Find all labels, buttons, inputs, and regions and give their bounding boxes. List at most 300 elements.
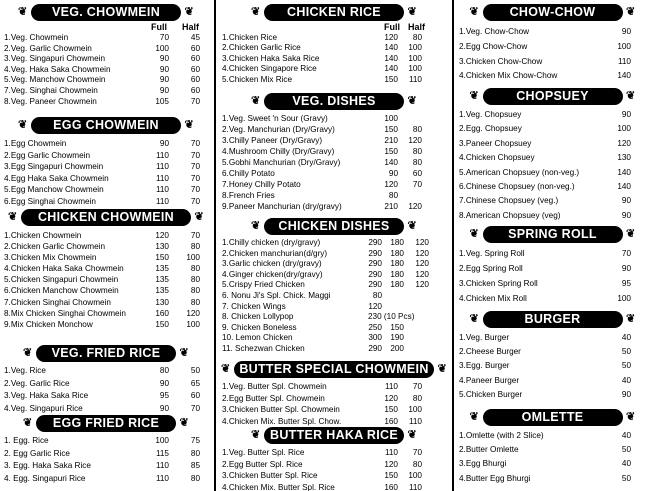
menu-item-price-half: 60 bbox=[190, 43, 200, 53]
menu-item-name: 9.Paneer Manchurian (dry/gravy) bbox=[222, 202, 342, 211]
menu-item-price-full: 160 bbox=[384, 416, 398, 426]
menu-item-price-full: 120 bbox=[384, 393, 398, 403]
menu-item-price-full: 140 bbox=[384, 43, 398, 53]
menu-item bbox=[4, 138, 208, 150]
menu-item-price-full: 105 bbox=[155, 96, 169, 106]
menu-item-price-full: 120 bbox=[384, 180, 398, 189]
menu-item bbox=[222, 393, 446, 405]
section-title-chow-chow bbox=[469, 4, 636, 21]
menu-item-price-half: 50 bbox=[190, 366, 200, 375]
menu-item-price-full: 110 bbox=[617, 56, 631, 66]
menu-item-name: 2.Egg Butter Spl. Rice bbox=[222, 459, 303, 469]
menu-item-price-half: 60 bbox=[190, 54, 200, 64]
column-divider-right bbox=[452, 0, 454, 491]
menu-item-name: 2.Egg Chow-Chow bbox=[459, 41, 528, 51]
section-title-text: EGG CHOWMEIN bbox=[53, 118, 159, 132]
menu-item-price-half: 70 bbox=[190, 96, 200, 106]
menu-item-name: 1.Veg. Rice bbox=[4, 366, 46, 375]
menu-item-price-full: 90 bbox=[621, 110, 631, 119]
ornament-left-icon: ❦ bbox=[18, 119, 28, 131]
menu-item-price-half: 100 bbox=[186, 319, 200, 329]
full-price-header: Full bbox=[384, 22, 400, 32]
menu-item-price-half: 60 bbox=[412, 169, 422, 178]
menu-item bbox=[222, 201, 446, 212]
menu-item-price-full: 150 bbox=[384, 471, 398, 480]
menu-item-name: 3.Chicken Mix Chowmein bbox=[4, 253, 97, 263]
menu-item bbox=[459, 472, 646, 486]
menu-item bbox=[4, 97, 208, 108]
menu-item-price-full: 290 bbox=[368, 248, 382, 258]
section-title-chicken-rice bbox=[251, 4, 417, 21]
menu-item-price-full: 40 bbox=[621, 459, 631, 469]
menu-item bbox=[222, 238, 446, 249]
section-title-veg-chowmein bbox=[18, 4, 194, 21]
menu-item-price-half: 80 bbox=[190, 242, 200, 252]
menu-item bbox=[4, 263, 208, 274]
menu-item-price-half: 80 bbox=[412, 125, 422, 134]
menu-item-price-full: 90 bbox=[159, 75, 169, 85]
menu-item-price-half: 70 bbox=[190, 185, 200, 195]
menu-section-veg-fried-rice bbox=[4, 345, 208, 415]
menu-item-name: 5.Gobhi Manchurian (Dry/Gravy) bbox=[222, 158, 341, 167]
menu-section-veg-dishes bbox=[222, 93, 446, 212]
section-title-egg-fried-rice bbox=[23, 415, 189, 432]
section-title-text: CHOPSUEY bbox=[516, 89, 589, 103]
menu-item-name: 3.Paneer Chopsuey bbox=[459, 138, 532, 148]
menu-item-price-half: 120 bbox=[186, 308, 200, 318]
menu-item-name: 8.Mix Chicken Singhai Chowmein bbox=[4, 308, 126, 318]
menu-item-price-full: 80 bbox=[159, 366, 169, 375]
menu-item bbox=[4, 65, 208, 76]
menu-item-price-full: 300 bbox=[368, 333, 382, 343]
menu-item bbox=[459, 374, 646, 388]
menu-item-name: 7.Veg. Singhai Chowmein bbox=[4, 85, 98, 95]
menu-item-price-full: 50 bbox=[621, 361, 631, 371]
menu-item bbox=[459, 457, 646, 471]
menu-item-price-full: 90 bbox=[621, 389, 631, 399]
ornament-right-icon: ❦ bbox=[407, 95, 417, 107]
menu-item-price-full: 90 bbox=[159, 403, 169, 413]
menu-item-name: 1.Veg. Sweet 'n Sour (Gravy) bbox=[222, 114, 328, 123]
menu-item-price-full: 140 bbox=[617, 167, 631, 177]
menu-item-name: 6.Chinese Chopsuey (non-veg.) bbox=[459, 181, 575, 191]
menu-item bbox=[222, 404, 446, 416]
menu-section-chicken-rice bbox=[222, 4, 446, 85]
menu-item-name: 3.Chilly Paneer (Dry/Gravy) bbox=[222, 136, 323, 145]
menu-item bbox=[4, 86, 208, 97]
menu-item-price-half: 100 bbox=[408, 43, 422, 53]
menu-item bbox=[4, 365, 208, 378]
menu-item bbox=[459, 40, 646, 55]
menu-item-price-half: 100 bbox=[408, 471, 422, 480]
section-title-text: OMLETTE bbox=[521, 410, 584, 424]
section-title-veg-fried-rice bbox=[23, 345, 189, 362]
menu-item-name: 2.Egg Butter Spl. Chowmein bbox=[222, 393, 325, 403]
menu-column-2 bbox=[222, 0, 446, 491]
menu-item-name: 7.Chicken Singhai Chowmein bbox=[4, 297, 111, 307]
section-title-text: SPRING ROLL bbox=[508, 227, 597, 241]
section-title-text: BUTTER SPECIAL CHOWMEIN bbox=[239, 362, 429, 376]
ornament-left-icon: ❦ bbox=[23, 417, 33, 429]
menu-item-name: 4.Ginger chicken(dry/gravy) bbox=[222, 269, 323, 279]
menu-item-name: 2.Veg. Garlic Chowmein bbox=[4, 43, 92, 53]
menu-item-name: 4.Paneer Burger bbox=[459, 375, 520, 385]
menu-item-name: 2.Butter Omlette bbox=[459, 445, 519, 455]
menu-item-price-half: 60 bbox=[190, 64, 200, 74]
menu-item bbox=[4, 460, 208, 473]
menu-item-name: 10. Lemon Chicken bbox=[222, 333, 293, 343]
menu-item-price-half: 180 bbox=[390, 269, 404, 279]
menu-item-price-full: 100 bbox=[155, 43, 169, 53]
menu-item-price-half: 180 bbox=[390, 248, 404, 258]
menu-item-name: 8.French Fries bbox=[222, 191, 275, 200]
menu-item-name: 5.Crispy Fried Chicken bbox=[222, 280, 305, 290]
section-title-chopsuey bbox=[469, 88, 636, 105]
menu-item-price-full: 110 bbox=[155, 150, 169, 160]
ornament-left-icon: ❦ bbox=[221, 363, 231, 375]
menu-item-price-full: 90 bbox=[621, 210, 631, 220]
menu-item-name: 4.Chicken Chopsuey bbox=[459, 153, 535, 163]
section-title-veg-dishes bbox=[251, 93, 417, 110]
menu-item bbox=[459, 331, 646, 345]
section-title-text: CHICKEN CHOWMEIN bbox=[37, 210, 175, 224]
half-price-header: Half bbox=[182, 22, 200, 32]
section-title-text: BUTTER HAKA RICE bbox=[270, 428, 398, 442]
menu-item-name: 3.Egg Bhurgi bbox=[459, 459, 507, 469]
menu-item-name: 2.Chicken manchurian(d/gry) bbox=[222, 248, 328, 258]
menu-item bbox=[459, 122, 646, 136]
menu-item bbox=[222, 470, 446, 482]
menu-item-price-full: 110 bbox=[155, 461, 169, 471]
menu-item-price-half: 80 bbox=[190, 275, 200, 285]
menu-item-name: 2.Egg. Chopsuey bbox=[459, 124, 522, 134]
menu-item-name: 2.Egg Spring Roll bbox=[459, 264, 523, 273]
menu-item bbox=[459, 429, 646, 443]
menu-item-price-full: 95 bbox=[159, 391, 169, 400]
menu-section-burger bbox=[459, 311, 646, 402]
ornament-right-icon: ❦ bbox=[407, 429, 417, 441]
menu-item-price-full: 120 bbox=[384, 33, 398, 42]
menu-item-price-full: 130 bbox=[155, 297, 169, 307]
menu-item bbox=[222, 179, 446, 190]
menu-item-price-full: 80 bbox=[388, 191, 398, 200]
menu-item-name: 4.Butter Egg Bhurgi bbox=[459, 473, 531, 483]
ornament-right-icon: ❦ bbox=[407, 6, 417, 18]
section-title-butter-haka-rice bbox=[251, 427, 417, 444]
menu-item-price-half: 190 bbox=[390, 333, 404, 343]
menu-item-name: 1.Veg. Spring Roll bbox=[459, 249, 525, 258]
menu-item-name: 2.Chicken Garlic Chowmein bbox=[4, 242, 106, 252]
menu-section-veg-chowmein bbox=[4, 4, 208, 107]
ornament-right-icon: ❦ bbox=[625, 228, 636, 240]
menu-item-name: 8.American Chopsuey (veg) bbox=[459, 210, 561, 220]
menu-item-price-full: 40 bbox=[621, 333, 631, 342]
menu-item-price-full: 160 bbox=[384, 482, 398, 491]
menu-item-name: 7.Chinese Chopsuey (veg.) bbox=[459, 196, 559, 206]
section-title-chicken-chowmein bbox=[8, 209, 204, 226]
menu-item-price-half: 150 bbox=[390, 322, 404, 332]
ornament-right-icon: ❦ bbox=[179, 417, 189, 429]
menu-item-price-half: 60 bbox=[190, 391, 200, 400]
menu-item-name: 1.Omlette (with 2 Slice) bbox=[459, 431, 544, 440]
menu-item bbox=[459, 108, 646, 122]
menu-item bbox=[459, 69, 646, 84]
menu-section-chopsuey bbox=[459, 88, 646, 223]
menu-item bbox=[4, 390, 208, 403]
menu-item-price-half: 180 bbox=[390, 259, 404, 269]
menu-item-price-half: 70 bbox=[190, 196, 200, 206]
menu-item-price-half: 80 bbox=[190, 473, 200, 483]
menu-item bbox=[4, 44, 208, 55]
menu-item-price-full: 160 bbox=[155, 308, 169, 318]
menu-item-name: 5.Chicken Burger bbox=[459, 389, 523, 399]
menu-item-price-full: 40 bbox=[621, 431, 631, 440]
menu-section-egg-fried-rice bbox=[4, 415, 208, 485]
menu-item-name: 6.Chicken Manchow Chowmein bbox=[4, 286, 119, 296]
menu-section-spring-roll bbox=[459, 226, 646, 306]
ornament-right-icon: ❦ bbox=[625, 313, 636, 325]
menu-item-price-full: 100 bbox=[155, 436, 169, 445]
menu-item-name: 5.Chicken Singapuri Chowmein bbox=[4, 275, 119, 285]
menu-item-price-full: 210 bbox=[384, 202, 398, 211]
menu-item-price-full: 135 bbox=[155, 264, 169, 274]
menu-item-name: 4.Chicken Mix Roll bbox=[459, 294, 527, 303]
menu-item-price-full: 120 bbox=[384, 459, 398, 469]
ornament-right-icon: ❦ bbox=[625, 6, 636, 18]
menu-item bbox=[222, 135, 446, 146]
menu-item-price-full: 80 bbox=[372, 290, 382, 300]
menu-item bbox=[222, 43, 446, 53]
menu-item-name: 2. Egg Garlic Rice bbox=[4, 448, 70, 458]
ornament-left-icon: ❦ bbox=[251, 6, 261, 18]
menu-item-price-half: 70 bbox=[412, 448, 422, 457]
menu-item bbox=[4, 285, 208, 296]
menu-item-price-half: 45 bbox=[190, 33, 200, 42]
menu-item-name: 1. Egg. Rice bbox=[4, 436, 49, 445]
menu-item bbox=[222, 270, 446, 281]
menu-item-price-full: 50 bbox=[621, 473, 631, 483]
menu-item bbox=[459, 180, 646, 194]
section-title-omlette bbox=[469, 409, 636, 426]
menu-item bbox=[222, 482, 446, 491]
menu-item bbox=[222, 168, 446, 179]
menu-item-price-full: 110 bbox=[155, 173, 169, 183]
menu-item bbox=[222, 157, 446, 168]
menu-item-name: 4.Chicken Singapore Rice bbox=[222, 64, 317, 74]
menu-item-price-full: 140 bbox=[617, 71, 631, 81]
menu-item-price-half: 100 bbox=[186, 253, 200, 263]
ornament-left-icon: ❦ bbox=[23, 347, 33, 359]
menu-item bbox=[4, 473, 208, 486]
menu-item bbox=[4, 448, 208, 461]
price-column-header bbox=[222, 22, 446, 33]
menu-item-price-full: 40 bbox=[621, 375, 631, 385]
menu-item bbox=[459, 345, 646, 359]
menu-item-price-full: 150 bbox=[155, 319, 169, 329]
menu-item-name: 1.Veg. Chopsuey bbox=[459, 110, 522, 119]
menu-item-price-half: 80 bbox=[412, 33, 422, 42]
menu-item-name: 3.Egg. Burger bbox=[459, 361, 510, 371]
menu-column-3 bbox=[459, 0, 646, 491]
menu-item-price-full: 130 bbox=[617, 153, 631, 163]
ornament-left-icon: ❦ bbox=[469, 313, 480, 325]
menu-item-price-half: 65 bbox=[190, 378, 200, 388]
menu-item bbox=[4, 308, 208, 319]
menu-item bbox=[222, 416, 446, 428]
menu-item-name: 1.Veg. Chow-Chow bbox=[459, 27, 530, 36]
menu-item bbox=[222, 54, 446, 64]
ornament-right-icon: ❦ bbox=[625, 411, 636, 423]
menu-item bbox=[222, 381, 446, 393]
menu-item-name: 8. Chicken Lollypop bbox=[222, 312, 294, 322]
menu-item-price-full: 90 bbox=[159, 64, 169, 74]
section-title-text: VEG. DISHES bbox=[292, 94, 376, 108]
section-title-text: CHICKEN DISHES bbox=[278, 219, 390, 233]
menu-item bbox=[4, 54, 208, 65]
ornament-left-icon: ❦ bbox=[469, 411, 480, 423]
menu-item-price-half: 70 bbox=[412, 382, 422, 391]
menu-item bbox=[4, 33, 208, 44]
menu-item-price-full: 150 bbox=[384, 74, 398, 84]
menu-item bbox=[459, 291, 646, 306]
menu-section-butter-haka-rice bbox=[222, 427, 446, 491]
ornament-left-icon: ❦ bbox=[251, 95, 261, 107]
menu-item bbox=[222, 249, 446, 260]
menu-item bbox=[459, 55, 646, 70]
menu-item-price-full: 250 bbox=[368, 322, 382, 332]
section-title-text: BURGER bbox=[524, 312, 581, 326]
menu-item-name: 4.Veg. Haka Saka Chowmein bbox=[4, 64, 111, 74]
menu-item bbox=[459, 25, 646, 40]
menu-section-butter-special-chowmein bbox=[222, 361, 446, 427]
menu-item-price-half: 120 bbox=[408, 202, 422, 211]
ornament-left-icon: ❦ bbox=[251, 429, 261, 441]
menu-item-price-full: 290 bbox=[368, 280, 382, 290]
menu-item-price-full: 50 bbox=[621, 445, 631, 455]
menu-item-price-half: 80 bbox=[412, 147, 422, 156]
menu-item-name: 9. Chicken Boneless bbox=[222, 322, 297, 332]
menu-item-price-half: 70 bbox=[190, 231, 200, 240]
menu-item-name: 6.Egg Singhai Chowmein bbox=[4, 196, 96, 206]
menu-item bbox=[222, 113, 446, 124]
menu-item-name: 6.Chilly Potato bbox=[222, 169, 275, 178]
ornament-right-icon: ❦ bbox=[194, 211, 204, 223]
menu-item bbox=[4, 403, 208, 416]
menu-item-name: 1.Veg. Burger bbox=[459, 333, 510, 342]
menu-item-price-full: 130 bbox=[155, 242, 169, 252]
menu-item-price-half: 180 bbox=[390, 280, 404, 290]
menu-item-price-half: 70 bbox=[190, 173, 200, 183]
menu-item-price-full: 140 bbox=[617, 181, 631, 191]
menu-item-price-half: 120 bbox=[408, 136, 422, 145]
menu-item bbox=[222, 323, 446, 334]
menu-item-price-half: 110 bbox=[408, 416, 422, 426]
menu-item-name: 1.Egg Chowmein bbox=[4, 139, 67, 148]
menu-item-name: 2.Veg. Manchurian (Dry/Gravy) bbox=[222, 125, 335, 134]
menu-item-price-full: 70 bbox=[621, 249, 631, 258]
menu-item-name: 7. Chicken Wings bbox=[222, 301, 286, 311]
menu-item-price-full: 150 bbox=[384, 147, 398, 156]
menu-item-price-full: 70 bbox=[159, 33, 169, 42]
menu-item-name: 4.Veg. Singapuri Rice bbox=[4, 403, 83, 413]
menu-item-name: 1.Veg. Chowmein bbox=[4, 33, 69, 42]
section-title-chicken-dishes bbox=[251, 218, 417, 235]
menu-item-price-full: 140 bbox=[384, 64, 398, 74]
menu-item-price-half: 70 bbox=[412, 180, 422, 189]
menu-column-1 bbox=[4, 0, 208, 491]
menu-item bbox=[4, 161, 208, 173]
menu-item-price-half: 80 bbox=[412, 459, 422, 469]
menu-item bbox=[4, 274, 208, 285]
menu-item-price-full: 120 bbox=[368, 301, 382, 311]
ornament-left-icon: ❦ bbox=[18, 6, 28, 18]
menu-item bbox=[459, 261, 646, 276]
menu-item-name: 2.Chicken Garlic Rice bbox=[222, 43, 301, 53]
ornament-right-icon: ❦ bbox=[437, 363, 447, 375]
menu-item-price-half: 100 bbox=[408, 405, 422, 415]
column-divider-left bbox=[214, 0, 216, 491]
menu-item-name: 9.Mix Chicken Monchow bbox=[4, 319, 93, 329]
menu-item-name: 3.Chicken Haka Saka Rice bbox=[222, 53, 320, 63]
menu-section-omlette bbox=[459, 409, 646, 486]
ornament-left-icon: ❦ bbox=[469, 90, 480, 102]
menu-item bbox=[4, 378, 208, 391]
ornament-left-icon: ❦ bbox=[8, 211, 18, 223]
menu-item-name: 4.Chicken Mix Chow-Chow bbox=[459, 71, 558, 81]
menu-item-price-full: 135 bbox=[155, 275, 169, 285]
menu-item-name: 2.Veg. Garlic Rice bbox=[4, 378, 70, 388]
menu-item-name: 4. Egg. Singapuri Rice bbox=[4, 473, 86, 483]
menu-item bbox=[459, 209, 646, 223]
menu-item-price-full: 110 bbox=[155, 196, 169, 206]
menu-item-name: 4.Chicken Mix. Butter Spl. Chow. bbox=[222, 416, 342, 426]
menu-item bbox=[459, 388, 646, 402]
menu-item bbox=[4, 230, 208, 241]
menu-section-chow-chow bbox=[459, 4, 646, 84]
menu-item bbox=[222, 259, 446, 270]
menu-item-price-full: 110 bbox=[155, 473, 169, 483]
menu-item bbox=[222, 64, 446, 74]
menu-section-egg-chowmein bbox=[4, 117, 208, 208]
section-title-text: VEG. CHOWMEIN bbox=[51, 5, 161, 19]
menu-item bbox=[459, 443, 646, 457]
menu-item-price-half: 110 bbox=[408, 74, 422, 84]
menu-item-price-full: 150 bbox=[384, 125, 398, 134]
ornament-right-icon: ❦ bbox=[407, 220, 417, 232]
section-title-burger bbox=[469, 311, 636, 328]
menu-item-name: 1.Chilly chicken (dry/gravy) bbox=[222, 238, 321, 247]
menu-item-price-half: 60 bbox=[190, 85, 200, 95]
menu-item-name: 3.Chicken Butter Spl. Rice bbox=[222, 471, 318, 480]
menu-item bbox=[222, 333, 446, 344]
menu-item-price-full: 150 bbox=[384, 405, 398, 415]
menu-item-name: 4.Egg Haka Saka Chowmein bbox=[4, 173, 109, 183]
menu-item-price-full: 210 bbox=[384, 136, 398, 145]
menu-item-price-half: 80 bbox=[190, 448, 200, 458]
menu-item-price-full: 110 bbox=[155, 185, 169, 195]
menu-item-price-full: 95 bbox=[621, 279, 631, 288]
menu-item-name: 6. Nonu Ji's Spl. Chick. Maggi bbox=[222, 290, 331, 300]
menu-item-price-half: 80 bbox=[412, 393, 422, 403]
menu-item-name: 2.Cheese Burger bbox=[459, 347, 521, 357]
menu-item-price-half: 80 bbox=[190, 297, 200, 307]
menu-item-price-full: 90 bbox=[621, 196, 631, 206]
menu-item-name: 11. Schezwan Chicken bbox=[222, 343, 305, 353]
menu-item-name: 3. Egg. Haka Saka Rice bbox=[4, 461, 91, 471]
menu-item-price-full: 90 bbox=[159, 139, 169, 148]
menu-item-name: 4.Chicken Mix. Butter Spl. Rice bbox=[222, 482, 335, 491]
menu-item bbox=[459, 137, 646, 151]
